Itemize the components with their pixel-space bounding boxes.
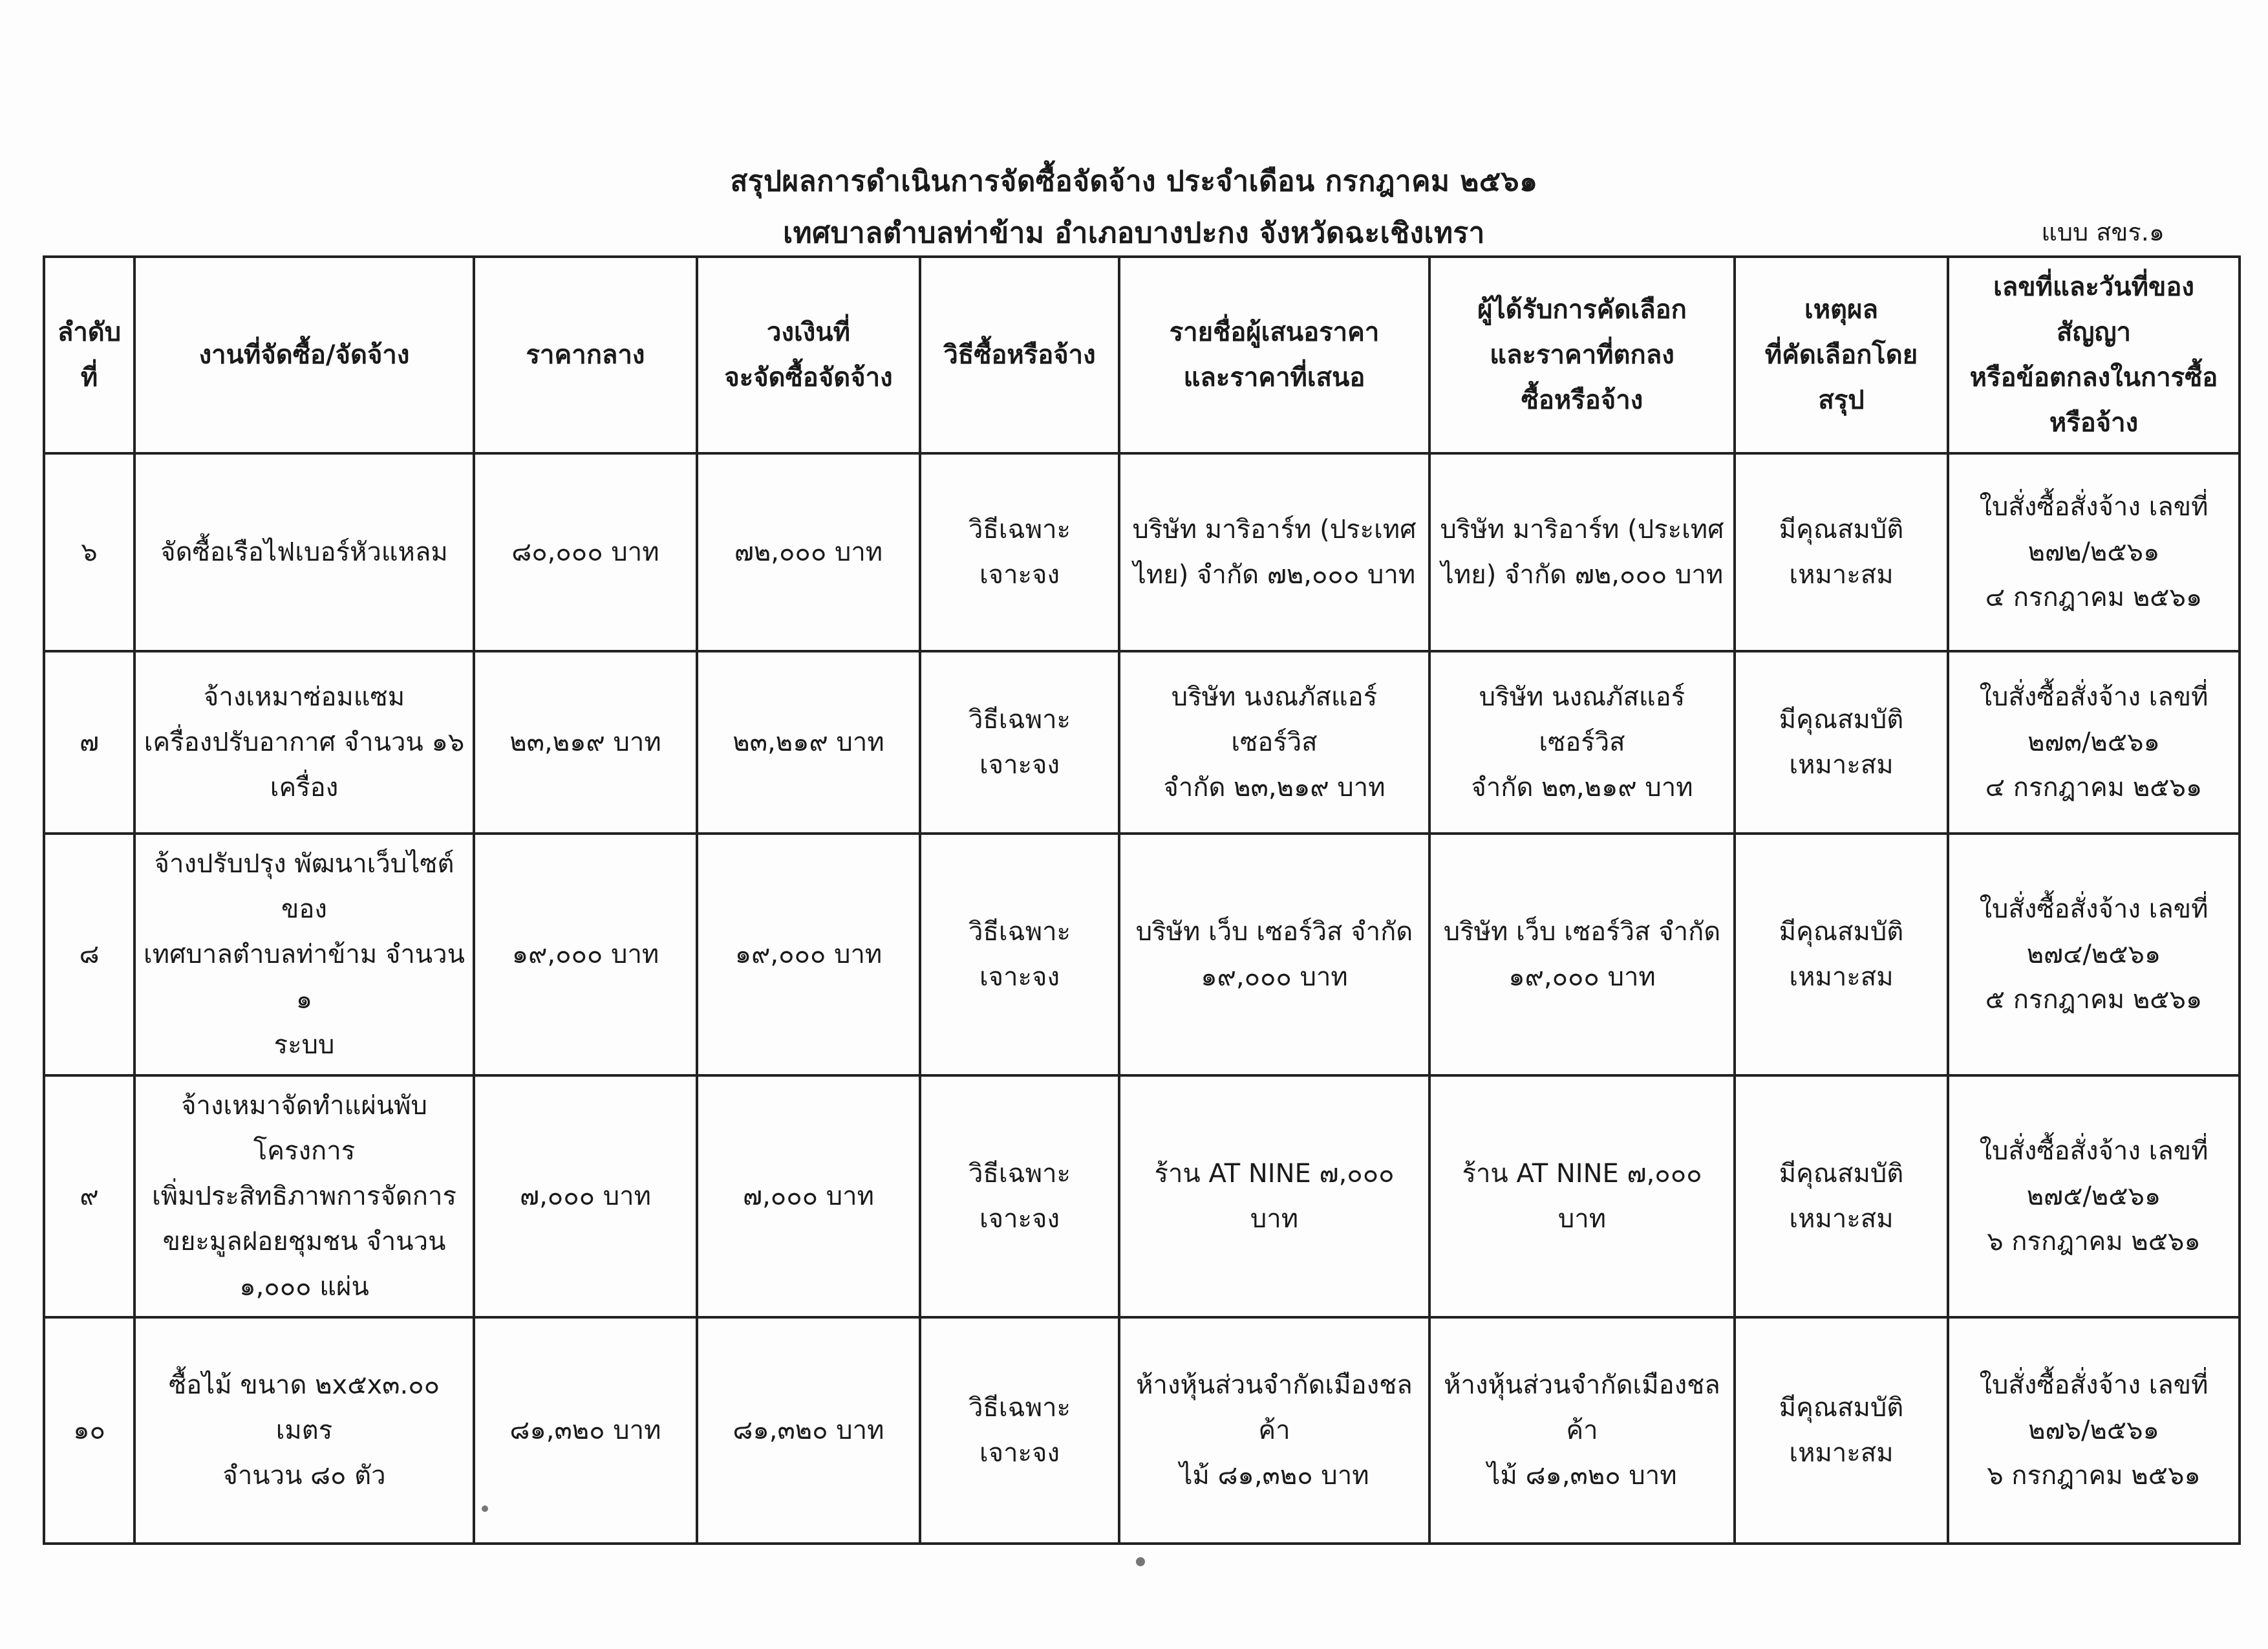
cell-contract bbox=[1948, 453, 2240, 651]
header-text: งานที่จัดซื้อ/จัดจ้าง bbox=[198, 340, 410, 370]
cell-bidders bbox=[1119, 834, 1429, 1075]
cell-text: ๖ กรกฎาคม ๒๕๖๑ bbox=[1987, 1227, 2201, 1256]
cell-text: ๑๙,๐๐๐ บาท bbox=[1508, 962, 1656, 992]
cell-text: ไทย) จำกัด ๗๒,๐๐๐ บาท bbox=[1133, 560, 1416, 590]
col-header-budget bbox=[697, 257, 920, 453]
cell-text: ๔ กรกฎาคม ๒๕๖๑ bbox=[1985, 583, 2203, 612]
cell-contract bbox=[1948, 1075, 2240, 1317]
header-text: และราคาที่เสนอ bbox=[1183, 363, 1365, 393]
cell-text: ๑,๐๐๐ แผ่น bbox=[239, 1272, 369, 1302]
cell-contract bbox=[1948, 1317, 2240, 1544]
cell-text: มีคุณสมบัติ bbox=[1779, 1159, 1904, 1189]
header-text: หรือข้อตกลงในการซื้อ bbox=[1969, 363, 2218, 393]
form-code: แบบ สขร.๑ bbox=[2041, 218, 2165, 246]
cell-selected bbox=[1429, 1075, 1735, 1317]
table-row bbox=[44, 1317, 2240, 1544]
cell-no: ๗ bbox=[44, 651, 134, 834]
scan-speck bbox=[482, 1505, 488, 1512]
cell-text: บริษัท มาริอาร์ท (ประเทศ bbox=[1132, 515, 1417, 544]
cell-text: ๑๙,๐๐๐ บาท bbox=[1201, 962, 1348, 992]
cell-selected bbox=[1429, 1317, 1735, 1544]
cell-item bbox=[134, 834, 474, 1075]
cell-budget: ๘๑,๓๒๐ บาท bbox=[697, 1317, 920, 1544]
cell-text: ไทย) จำกัด ๗๒,๐๐๐ บาท bbox=[1440, 560, 1724, 590]
cell-bidders bbox=[1119, 651, 1429, 834]
cell-bidders bbox=[1119, 453, 1429, 651]
cell-reason bbox=[1735, 453, 1948, 651]
cell-text: เหมาะสม bbox=[1789, 750, 1894, 780]
cell-text: ๒๗๔/๒๕๖๑ bbox=[2026, 940, 2161, 969]
header-text: วิธีซื้อหรือจ้าง bbox=[943, 340, 1096, 370]
cell-text: จ้างเหมาซ่อมแซม bbox=[203, 682, 405, 712]
cell-bidders bbox=[1119, 1075, 1429, 1317]
cell-text: ๕ กรกฎาคม ๒๕๖๑ bbox=[1985, 985, 2203, 1015]
cell-text: ซื้อไม้ ขนาด ๒x๕x๓.๐๐ เมตร bbox=[168, 1370, 440, 1445]
scan-speck bbox=[1136, 1557, 1145, 1566]
cell-method: วิธีเฉพาะเจาะจง bbox=[920, 834, 1119, 1075]
col-header-no bbox=[44, 257, 134, 453]
cell-item bbox=[134, 453, 474, 651]
cell-method: วิธีเฉพาะเจาะจง bbox=[920, 651, 1119, 834]
cell-budget: ๑๙,๐๐๐ บาท bbox=[697, 834, 920, 1075]
table-row bbox=[44, 1075, 2240, 1317]
cell-median-price: ๗,๐๐๐ บาท bbox=[474, 1075, 697, 1317]
cell-text: บริษัท เว็บ เซอร์วิส จำกัด bbox=[1443, 917, 1721, 947]
cell-text: เหมาะสม bbox=[1789, 962, 1894, 992]
cell-text: จ้างเหมาจัดทำแผ่นพับโครงการ bbox=[181, 1091, 427, 1166]
cell-text: จำนวน ๘๐ ตัว bbox=[222, 1461, 386, 1491]
table-row bbox=[44, 834, 2240, 1075]
cell-contract bbox=[1948, 651, 2240, 834]
cell-text: เหมาะสม bbox=[1789, 1204, 1894, 1234]
header-text: เหตุผล bbox=[1804, 295, 1878, 325]
cell-text: จำกัด ๒๓,๒๑๙ บาท bbox=[1163, 773, 1385, 803]
cell-method: วิธีเฉพาะเจาะจง bbox=[920, 453, 1119, 651]
procurement-table bbox=[43, 255, 2241, 1545]
cell-text: ๒๗๒/๒๕๖๑ bbox=[2027, 537, 2160, 567]
cell-text: ไม้ ๘๑,๓๒๐ บาท bbox=[1487, 1461, 1677, 1491]
cell-text: จัดซื้อเรือไฟเบอร์หัวแหลม bbox=[160, 537, 448, 567]
document-title: สรุปผลการดำเนินการจัดซื้อจัดจ้าง ประจำเดือน กรกฎาคม ๒๕๖๑ bbox=[730, 165, 1538, 198]
col-header-contract bbox=[1948, 257, 2240, 453]
cell-text: บริษัท เว็บ เซอร์วิส จำกัด bbox=[1135, 917, 1413, 947]
cell-budget: ๗,๐๐๐ บาท bbox=[697, 1075, 920, 1317]
cell-text: ขยะมูลฝอยชุมชน จำนวน bbox=[162, 1227, 446, 1256]
cell-text: เทศบาลตำบลท่าข้าม จำนวน ๑ bbox=[144, 940, 465, 1015]
cell-text: ไม้ ๘๑,๓๒๐ บาท bbox=[1179, 1461, 1369, 1491]
cell-median-price: ๘๐,๐๐๐ บาท bbox=[474, 453, 697, 651]
header-text: เลขที่และวันที่ของสัญญา bbox=[1993, 272, 2194, 347]
col-header-bidders bbox=[1119, 257, 1429, 453]
table-row bbox=[44, 453, 2240, 651]
col-header-method bbox=[920, 257, 1119, 453]
col-header-selected bbox=[1429, 257, 1735, 453]
cell-reason bbox=[1735, 834, 1948, 1075]
cell-text: ใบสั่งซื้อสั่งจ้าง เลขที่ bbox=[1979, 1370, 2209, 1400]
header-text: ผู้ได้รับการคัดเลือก bbox=[1477, 295, 1687, 325]
header-text: ลำดับที่ bbox=[57, 318, 122, 393]
cell-text: ใบสั่งซื้อสั่งจ้าง เลขที่ bbox=[1979, 1136, 2209, 1166]
cell-no: ๖ bbox=[44, 453, 134, 651]
cell-text: เหมาะสม bbox=[1789, 560, 1894, 590]
header-text: จะจัดซื้อจัดจ้าง bbox=[724, 363, 893, 393]
cell-text: บริษัท นงณภัสแอร์ เซอร์วิส bbox=[1479, 682, 1685, 757]
cell-method: วิธีเฉพาะเจาะจง bbox=[920, 1075, 1119, 1317]
header-text: ซื้อหรือจ้าง bbox=[1521, 385, 1643, 415]
cell-text: ร้าน AT NINE ๗,๐๐๐ บาท bbox=[1154, 1159, 1395, 1234]
cell-bidders bbox=[1119, 1317, 1429, 1544]
cell-median-price: ๑๙,๐๐๐ บาท bbox=[474, 834, 697, 1075]
cell-text: ๒๗๖/๒๕๖๑ bbox=[2028, 1416, 2159, 1445]
table-header-row bbox=[44, 257, 2240, 453]
cell-text: ระบบ bbox=[273, 1030, 335, 1060]
cell-no: ๑๐ bbox=[44, 1317, 134, 1544]
header-text: หรือจ้าง bbox=[2049, 408, 2139, 438]
cell-text: ๒๗๓/๒๕๖๑ bbox=[2027, 727, 2160, 757]
header-text: วงเงินที่ bbox=[767, 318, 850, 347]
cell-text: เครื่องปรับอากาศ จำนวน ๑๖ bbox=[144, 727, 465, 757]
cell-text: จำกัด ๒๓,๒๑๙ บาท bbox=[1471, 773, 1693, 803]
cell-text: มีคุณสมบัติ bbox=[1779, 705, 1904, 735]
cell-text: เหมาะสม bbox=[1789, 1438, 1894, 1468]
col-header-median-price bbox=[474, 257, 697, 453]
cell-median-price: ๘๑,๓๒๐ บาท bbox=[474, 1317, 697, 1544]
header-text: ราคากลาง bbox=[526, 340, 645, 370]
cell-text: มีคุณสมบัติ bbox=[1779, 917, 1904, 947]
cell-budget: ๗๒,๐๐๐ บาท bbox=[697, 453, 920, 651]
cell-item bbox=[134, 1075, 474, 1317]
cell-text: ๒๗๕/๒๕๖๑ bbox=[2026, 1181, 2161, 1211]
cell-method: วิธีเฉพาะเจาะจง bbox=[920, 1317, 1119, 1544]
cell-selected bbox=[1429, 834, 1735, 1075]
cell-median-price: ๒๓,๒๑๙ บาท bbox=[474, 651, 697, 834]
cell-text: เพิ่มประสิทธิภาพการจัดการ bbox=[152, 1181, 456, 1211]
cell-item bbox=[134, 651, 474, 834]
cell-reason bbox=[1735, 1317, 1948, 1544]
col-header-reason bbox=[1735, 257, 1948, 453]
header-text: ที่คัดเลือกโดยสรุป bbox=[1764, 340, 1918, 415]
cell-contract bbox=[1948, 834, 2240, 1075]
cell-text: ร้าน AT NINE ๗,๐๐๐ บาท bbox=[1462, 1159, 1702, 1234]
cell-budget: ๒๓,๒๑๙ บาท bbox=[697, 651, 920, 834]
cell-text: เครื่อง bbox=[270, 773, 339, 803]
col-header-item bbox=[134, 257, 474, 453]
cell-text: บริษัท มาริอาร์ท (ประเทศ bbox=[1440, 515, 1724, 544]
document-subtitle: เทศบาลตำบลท่าข้าม อำเภอบางปะกง จังหวัดฉะเชิงเทรา bbox=[783, 217, 1485, 250]
table-body bbox=[44, 453, 2240, 1544]
cell-text: ใบสั่งซื้อสั่งจ้าง เลขที่ bbox=[1979, 682, 2209, 712]
cell-text: จ้างปรับปรุง พัฒนาเว็บไซต์ของ bbox=[154, 849, 455, 924]
cell-item bbox=[134, 1317, 474, 1544]
cell-no: ๙ bbox=[44, 1075, 134, 1317]
cell-text: ๔ กรกฎาคม ๒๕๖๑ bbox=[1985, 773, 2203, 803]
header-text: รายชื่อผู้เสนอราคา bbox=[1169, 318, 1380, 347]
table-row bbox=[44, 651, 2240, 834]
cell-text: ใบสั่งซื้อสั่งจ้าง เลขที่ bbox=[1979, 894, 2209, 924]
cell-selected bbox=[1429, 651, 1735, 834]
cell-reason bbox=[1735, 1075, 1948, 1317]
cell-text: ห้างหุ้นส่วนจำกัดเมืองชลค้า bbox=[1136, 1370, 1413, 1445]
cell-text: ๖ กรกฎาคม ๒๕๖๑ bbox=[1987, 1461, 2201, 1491]
cell-text: มีคุณสมบัติ bbox=[1779, 515, 1904, 544]
cell-text: ห้างหุ้นส่วนจำกัดเมืองชลค้า bbox=[1444, 1370, 1720, 1445]
cell-no: ๘ bbox=[44, 834, 134, 1075]
cell-text: มีคุณสมบัติ bbox=[1779, 1393, 1904, 1423]
header-text: และราคาที่ตกลง bbox=[1490, 340, 1674, 370]
cell-selected bbox=[1429, 453, 1735, 651]
cell-reason bbox=[1735, 651, 1948, 834]
cell-text: บริษัท นงณภัสแอร์ เซอร์วิส bbox=[1171, 682, 1378, 757]
cell-text: ใบสั่งซื้อสั่งจ้าง เลขที่ bbox=[1979, 492, 2209, 522]
